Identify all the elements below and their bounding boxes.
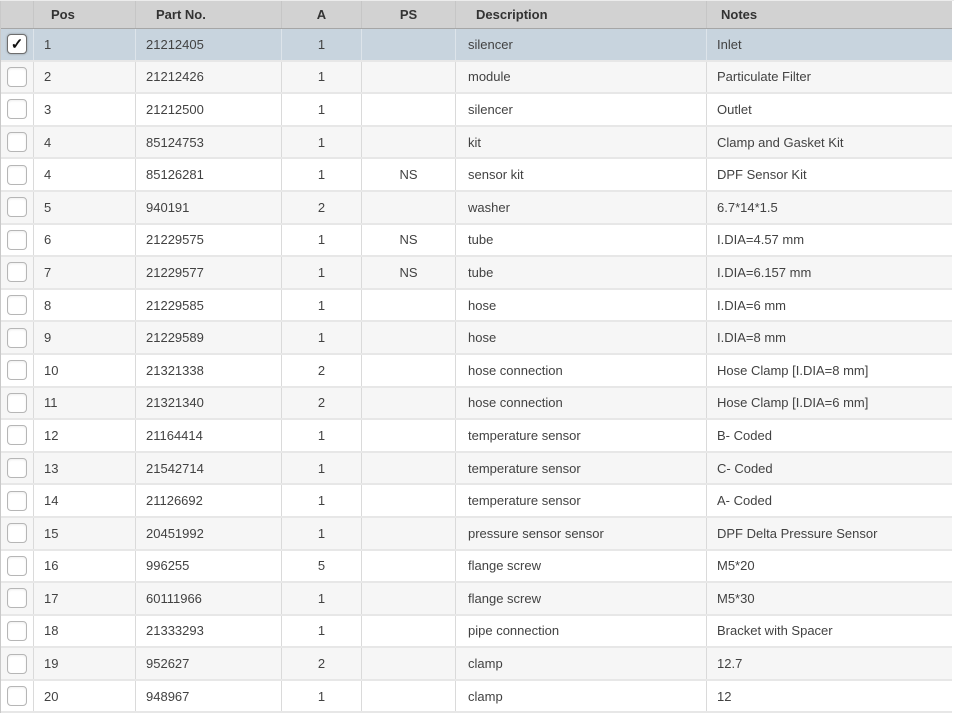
row-checkbox[interactable] <box>7 165 27 185</box>
row-checkbox[interactable] <box>7 588 27 608</box>
pos-cell: 20 <box>34 681 136 712</box>
table-row[interactable] <box>1 290 952 323</box>
pos-cell: 2 <box>34 62 136 93</box>
table-row[interactable] <box>1 420 952 453</box>
table-row[interactable] <box>1 485 952 518</box>
table-row[interactable] <box>1 551 952 584</box>
pos-cell: 7 <box>34 257 136 288</box>
part-no-cell: 21333293 <box>136 616 282 647</box>
part-no-cell: 21542714 <box>136 453 282 484</box>
description-cell: tube <box>456 257 707 288</box>
part-no-cell: 21212426 <box>136 62 282 93</box>
header-quantity: A <box>282 1 362 28</box>
pos-cell: 10 <box>34 355 136 386</box>
ps-cell <box>362 551 456 582</box>
row-select-cell <box>1 62 34 93</box>
notes-cell: B- Coded <box>717 427 772 443</box>
row-select-cell <box>1 648 34 679</box>
part-no-cell: 21229585 <box>136 290 282 321</box>
pos-cell: 4 <box>34 127 136 158</box>
description-cell: pipe connection <box>456 616 707 647</box>
header-pos: Pos <box>34 1 136 28</box>
part-no-cell: 948967 <box>136 681 282 712</box>
ps-cell <box>362 648 456 679</box>
row-select-cell <box>1 322 34 353</box>
header-description: Description <box>456 1 707 28</box>
quantity-cell: 1 <box>282 616 362 647</box>
table-row[interactable] <box>1 388 952 421</box>
notes-cell: Hose Clamp [I.DIA=6 mm] <box>717 395 869 411</box>
description-cell: silencer <box>456 94 707 125</box>
ps-cell <box>362 616 456 647</box>
notes-cell: Bracket with Spacer <box>717 623 833 639</box>
quantity-cell: 1 <box>282 29 362 60</box>
pos-cell: 1 <box>34 29 136 60</box>
description-cell: sensor kit <box>456 159 707 190</box>
ps-cell <box>362 420 456 451</box>
table-row[interactable] <box>1 322 952 355</box>
part-no-cell: 21229577 <box>136 257 282 288</box>
quantity-cell: 1 <box>282 583 362 614</box>
ps-cell <box>362 290 456 321</box>
part-no-cell: 21164414 <box>136 420 282 451</box>
ps-cell <box>362 681 456 712</box>
part-no-cell: 21321340 <box>136 388 282 419</box>
quantity-cell: 1 <box>282 62 362 93</box>
row-checkbox[interactable] <box>7 295 27 315</box>
pos-cell: 17 <box>34 583 136 614</box>
notes-cell: I.DIA=8 mm <box>717 330 786 346</box>
row-checkbox[interactable] <box>7 686 27 706</box>
pos-cell: 5 <box>34 192 136 223</box>
row-checkbox[interactable] <box>7 654 27 674</box>
row-select-cell <box>1 518 34 549</box>
pos-cell: 9 <box>34 322 136 353</box>
ps-cell <box>362 192 456 223</box>
ps-cell <box>362 29 456 60</box>
description-cell: washer <box>456 192 707 223</box>
description-cell: hose connection <box>456 355 707 386</box>
quantity-cell: 1 <box>282 485 362 516</box>
row-checkbox[interactable] <box>7 99 27 119</box>
row-select-cell <box>1 420 34 451</box>
table-row[interactable] <box>1 518 952 551</box>
notes-cell: DPF Delta Pressure Sensor <box>717 525 878 541</box>
row-checkbox[interactable]: ✓ <box>7 34 27 54</box>
notes-cell: M5*30 <box>717 590 755 606</box>
description-cell: clamp <box>456 681 707 712</box>
table-row[interactable] <box>1 681 952 714</box>
part-no-cell: 996255 <box>136 551 282 582</box>
table-body <box>1 29 952 713</box>
ps-cell <box>362 485 456 516</box>
description-cell: pressure sensor sensor <box>456 518 707 549</box>
table-row[interactable] <box>1 616 952 649</box>
row-select-cell <box>1 551 34 582</box>
ps-cell: NS <box>362 225 456 256</box>
quantity-cell: 1 <box>282 257 362 288</box>
description-cell: module <box>456 62 707 93</box>
notes-cell: Particulate Filter <box>717 69 811 85</box>
row-checkbox[interactable] <box>7 230 27 250</box>
quantity-cell: 1 <box>282 420 362 451</box>
part-no-cell: 21229589 <box>136 322 282 353</box>
description-cell: clamp <box>456 648 707 679</box>
row-select-cell <box>1 94 34 125</box>
table-row[interactable] <box>1 94 952 127</box>
pos-cell: 3 <box>34 94 136 125</box>
table-row[interactable] <box>1 225 952 258</box>
header-select-column <box>1 1 34 28</box>
table-row[interactable] <box>1 127 952 160</box>
quantity-cell: 5 <box>282 551 362 582</box>
table-row[interactable] <box>1 257 952 290</box>
notes-cell: A- Coded <box>717 493 772 509</box>
table-row[interactable] <box>1 192 952 225</box>
row-select-cell <box>1 485 34 516</box>
row-select-cell <box>1 127 34 158</box>
table-row[interactable] <box>1 355 952 388</box>
part-no-cell: 85126281 <box>136 159 282 190</box>
quantity-cell: 1 <box>282 453 362 484</box>
pos-cell: 4 <box>34 159 136 190</box>
row-checkbox[interactable] <box>7 328 27 348</box>
row-checkbox[interactable] <box>7 458 27 478</box>
notes-cell: 12.7 <box>717 656 743 672</box>
quantity-cell: 2 <box>282 192 362 223</box>
row-checkbox[interactable] <box>7 523 27 543</box>
row-select-cell <box>1 355 34 386</box>
notes-cell: Clamp and Gasket Kit <box>717 134 844 150</box>
part-no-cell: 20451992 <box>136 518 282 549</box>
ps-cell: NS <box>362 159 456 190</box>
row-select-cell <box>1 159 34 190</box>
header-part-no: Part No. <box>136 1 282 28</box>
pos-cell: 14 <box>34 485 136 516</box>
quantity-cell: 2 <box>282 388 362 419</box>
pos-cell: 18 <box>34 616 136 647</box>
description-cell: tube <box>456 225 707 256</box>
header-ps: PS <box>362 1 456 28</box>
part-no-cell: 21212500 <box>136 94 282 125</box>
ps-cell <box>362 388 456 419</box>
row-select-cell <box>1 29 34 60</box>
part-no-cell: 85124753 <box>136 127 282 158</box>
ps-cell <box>362 518 456 549</box>
notes-cell: I.DIA=6 mm <box>717 297 786 313</box>
table-row[interactable] <box>1 159 952 192</box>
notes-cell: DPF Sensor Kit <box>717 167 807 183</box>
notes-cell: Inlet <box>717 36 742 52</box>
row-select-cell <box>1 257 34 288</box>
quantity-cell: 1 <box>282 518 362 549</box>
part-no-cell: 21321338 <box>136 355 282 386</box>
row-select-cell <box>1 583 34 614</box>
part-no-cell: 60111966 <box>136 583 282 614</box>
part-no-cell: 940191 <box>136 192 282 223</box>
description-cell: temperature sensor <box>456 453 707 484</box>
description-cell: temperature sensor <box>456 420 707 451</box>
table-row[interactable] <box>1 62 952 95</box>
description-cell: silencer <box>456 29 707 60</box>
row-select-cell <box>1 388 34 419</box>
notes-cell: Outlet <box>717 101 752 117</box>
table-row[interactable] <box>1 453 952 486</box>
row-checkbox[interactable] <box>7 132 27 152</box>
ps-cell <box>362 94 456 125</box>
pos-cell: 11 <box>34 388 136 419</box>
ps-cell <box>362 583 456 614</box>
description-cell: flange screw <box>456 583 707 614</box>
notes-cell: C- Coded <box>717 460 773 476</box>
row-checkbox[interactable] <box>7 360 27 380</box>
pos-cell: 12 <box>34 420 136 451</box>
quantity-cell: 2 <box>282 648 362 679</box>
row-select-cell <box>1 681 34 712</box>
notes-cell: M5*20 <box>717 558 755 574</box>
description-cell: hose connection <box>456 388 707 419</box>
pos-cell: 6 <box>34 225 136 256</box>
row-checkbox[interactable] <box>7 491 27 511</box>
row-checkbox[interactable] <box>7 197 27 217</box>
row-checkbox[interactable] <box>7 621 27 641</box>
table-header-row <box>1 1 952 29</box>
row-checkbox[interactable] <box>7 262 27 282</box>
notes-cell: Hose Clamp [I.DIA=8 mm] <box>717 362 869 378</box>
row-checkbox[interactable] <box>7 556 27 576</box>
table-row[interactable] <box>1 583 952 616</box>
part-no-cell: 21212405 <box>136 29 282 60</box>
notes-cell: I.DIA=6.157 mm <box>717 264 812 280</box>
quantity-cell: 2 <box>282 355 362 386</box>
table-row[interactable] <box>1 648 952 681</box>
part-no-cell: 21126692 <box>136 485 282 516</box>
quantity-cell: 1 <box>282 681 362 712</box>
quantity-cell: 1 <box>282 159 362 190</box>
pos-cell: 8 <box>34 290 136 321</box>
row-select-cell <box>1 225 34 256</box>
part-no-cell: 952627 <box>136 648 282 679</box>
row-checkbox[interactable] <box>7 393 27 413</box>
quantity-cell: 1 <box>282 225 362 256</box>
ps-cell <box>362 62 456 93</box>
notes-cell: I.DIA=4.57 mm <box>717 232 805 248</box>
pos-cell: 15 <box>34 518 136 549</box>
quantity-cell: 1 <box>282 94 362 125</box>
row-checkbox[interactable] <box>7 67 27 87</box>
notes-cell: 6.7*14*1.5 <box>717 199 778 215</box>
row-select-cell <box>1 290 34 321</box>
header-notes: Notes <box>721 7 758 22</box>
quantity-cell: 1 <box>282 322 362 353</box>
row-checkbox[interactable] <box>7 425 27 445</box>
row-select-cell <box>1 192 34 223</box>
description-cell: hose <box>456 322 707 353</box>
row-select-cell <box>1 616 34 647</box>
description-cell: temperature sensor <box>456 485 707 516</box>
table-row[interactable] <box>1 29 952 62</box>
ps-cell: NS <box>362 257 456 288</box>
pos-cell: 19 <box>34 648 136 679</box>
part-no-cell: 21229575 <box>136 225 282 256</box>
quantity-cell: 1 <box>282 290 362 321</box>
pos-cell: 13 <box>34 453 136 484</box>
ps-cell <box>362 355 456 386</box>
pos-cell: 16 <box>34 551 136 582</box>
ps-cell <box>362 453 456 484</box>
row-select-cell <box>1 453 34 484</box>
description-cell: hose <box>456 290 707 321</box>
ps-cell <box>362 127 456 158</box>
description-cell: kit <box>456 127 707 158</box>
notes-cell: 12 <box>717 688 732 704</box>
quantity-cell: 1 <box>282 127 362 158</box>
parts-table <box>0 1 952 713</box>
ps-cell <box>362 322 456 353</box>
description-cell: flange screw <box>456 551 707 582</box>
